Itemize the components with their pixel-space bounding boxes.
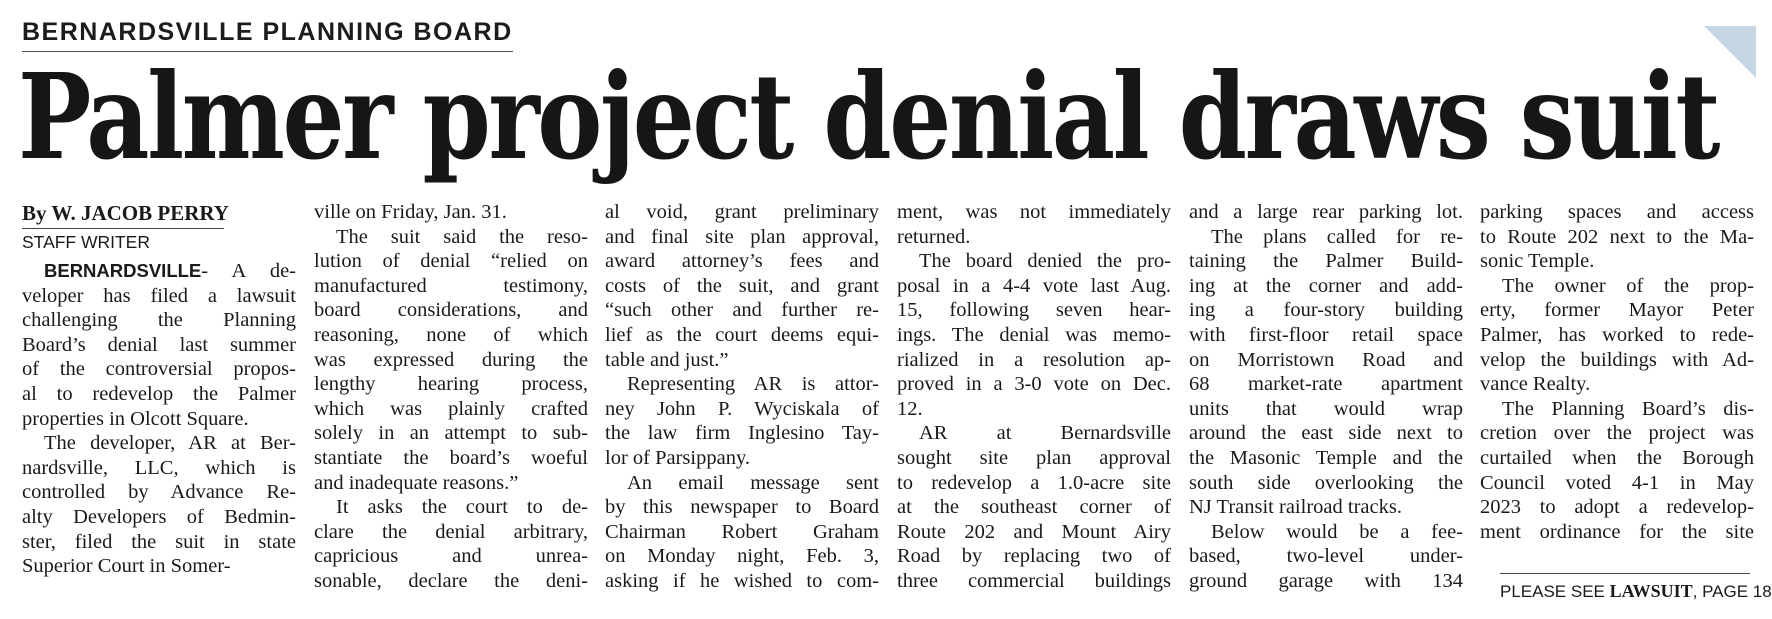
article-line: The plans called for re-	[1211, 225, 1463, 248]
article-line: and inadequate reasons.”	[314, 471, 519, 494]
article-line: al to redevelop the Palmer	[22, 382, 296, 405]
article-line: nardsville, LLC, which is	[22, 456, 296, 479]
article-line: Route 202 and Mount Airy	[897, 520, 1171, 543]
article-line: at the southeast corner of	[897, 496, 1171, 519]
article-line: The developer, AR at Ber-	[44, 432, 296, 455]
article-line: Representing AR is attor-	[627, 373, 879, 396]
article-line: and a large rear parking lot.	[1189, 201, 1463, 223]
article-line: The suit said the reso-	[336, 225, 588, 248]
article-line: veloper has filed a lawsuit	[22, 284, 296, 307]
article-line: 15, following seven hear-	[897, 299, 1171, 322]
article-line: ing a four-story building	[1189, 299, 1463, 322]
article-line: ground garage with 134	[1189, 569, 1463, 592]
article-line: based, two-level under-	[1189, 545, 1463, 568]
article-line: Chairman Robert Graham	[605, 520, 879, 543]
article-line: ing at the corner and add-	[1189, 274, 1463, 297]
article-line: erty, former Mayor Peter	[1480, 299, 1754, 322]
article-line: 2023 to adopt a redevelop-	[1480, 496, 1754, 519]
article-line: stantiate the board’s woeful	[314, 446, 588, 469]
article-line: of the controversial propos-	[22, 358, 296, 381]
article-line: challenging the Planning	[22, 309, 296, 332]
article-line: AR at Bernardsville	[919, 422, 1171, 445]
article-line: the Masonic Temple and the	[1189, 446, 1463, 469]
article-line: The board denied the pro-	[919, 250, 1171, 273]
article-line: lution of denial “relied on	[314, 250, 588, 273]
article-line	[22, 259, 296, 284]
article-line: asking if he wished to com-	[605, 569, 879, 592]
headline: Palmer project denial draws suit	[18, 47, 1718, 186]
jump-suffix: , PAGE 18	[1692, 582, 1772, 601]
article-line: reasoning, none of which	[314, 323, 588, 346]
article-line: units that would wrap	[1189, 397, 1463, 420]
article-line: vance Realty.	[1480, 373, 1591, 396]
article-line: sonic Temple.	[1480, 250, 1595, 273]
article-line: costs of the suit, and grant	[605, 274, 879, 297]
article-line: which was plainly crafted	[314, 397, 588, 420]
article-line: parking spaces and access	[1480, 201, 1754, 223]
article-line: An email message sent	[627, 471, 879, 494]
article-line: alty Developers of Bedmin-	[22, 505, 296, 528]
article-line: solely in an attempt to sub-	[314, 422, 588, 445]
article-line: ster, filed the suit in state	[22, 530, 296, 553]
article-line: rialized in a resolution ap-	[897, 348, 1171, 371]
article-line: “such other and further re-	[605, 299, 879, 322]
article-line: proved in a 3-0 vote on Dec.	[897, 373, 1171, 396]
article-line: capricious and unrea-	[314, 545, 588, 568]
article-line: Road by replacing two of	[897, 545, 1171, 568]
article-line: sought site plan approval	[897, 446, 1171, 469]
article-line: and final site plan approval,	[605, 225, 879, 248]
article-line: with first-floor retail space	[1189, 323, 1463, 346]
article-line: to redevelop a 1.0-acre site	[897, 471, 1171, 494]
article-line: posal in a 4-4 vote last Aug.	[897, 274, 1171, 297]
article-line: Board’s denial last summer	[22, 333, 296, 356]
article-line: board considerations, and	[314, 299, 588, 322]
article-line: clare the denial arbitrary,	[314, 520, 588, 543]
article-column-2	[314, 200, 588, 594]
jump-prefix: PLEASE SEE	[1500, 582, 1610, 601]
article-line: returned.	[897, 225, 971, 248]
article-line: south side overlooking the	[1189, 471, 1463, 494]
jump-keyword: LAWSUIT	[1609, 581, 1693, 601]
article-line: around the east side next to	[1189, 422, 1463, 445]
article-line: ney John P. Wyciskala of	[605, 397, 879, 420]
article-line: by this newspaper to Board	[605, 496, 879, 519]
article-line: on Monday night, Feb. 3,	[605, 545, 879, 568]
article-line: ville on Friday, Jan. 31.	[314, 201, 507, 223]
article-line: the law firm Inglesino Tay-	[605, 422, 879, 445]
dateline: BERNARDSVILLE	[44, 260, 202, 281]
article-line: Below would be a fee-	[1211, 520, 1463, 543]
article-line: velop the buildings with Ad-	[1480, 348, 1754, 371]
article-line: NJ Transit railroad tracks.	[1189, 496, 1402, 519]
article-line: ment, was not immediately	[897, 201, 1171, 223]
article-column-5	[1189, 200, 1463, 594]
article-line: Superior Court in Somer-	[22, 555, 231, 578]
article-line: cretion over the project was	[1480, 422, 1754, 445]
article-column-4	[897, 200, 1171, 594]
article-line: Palmer, has worked to rede-	[1480, 323, 1754, 346]
article-line: It asks the court to de-	[336, 496, 588, 519]
byline-title: STAFF WRITER	[22, 232, 150, 252]
article-line: controlled by Advance Re-	[22, 481, 296, 504]
jump-line	[1500, 573, 1772, 602]
article-line: The Planning Board’s dis-	[1502, 397, 1754, 420]
article-line: 68 market-rate apartment	[1189, 373, 1463, 396]
article-column-3	[605, 200, 879, 594]
article-line: The owner of the prop-	[1502, 274, 1754, 297]
article-line: taining the Palmer Build-	[1189, 250, 1463, 273]
article-line: sonable, declare the deni-	[314, 569, 588, 592]
article-column-1	[22, 200, 296, 579]
article-line: curtailed when the Borough	[1480, 446, 1754, 469]
article-line: 12.	[897, 397, 923, 420]
article-line: lengthy hearing process,	[314, 373, 588, 396]
article-line: ings. The denial was memo-	[897, 323, 1171, 346]
article-line: properties in Olcott Square.	[22, 407, 249, 430]
article-line: lief as the court deems equi-	[605, 323, 879, 346]
byline: By W. JACOB PERRY	[22, 200, 224, 229]
article-line: to Route 202 next to the Ma-	[1480, 225, 1754, 248]
article-line: manufactured testimony,	[314, 274, 588, 297]
article-line: ment ordinance for the site	[1480, 520, 1754, 543]
article-line: three commercial buildings	[897, 569, 1171, 592]
article-column-6	[1480, 200, 1754, 544]
article-line: table and just.”	[605, 348, 729, 371]
section-kicker: BERNARDSVILLE PLANNING BOARD	[22, 18, 513, 52]
article-line: al void, grant preliminary	[605, 201, 879, 223]
article-line: on Morristown Road and	[1189, 348, 1463, 371]
article-line: was expressed during the	[314, 348, 588, 371]
article-line: Council voted 4-1 in May	[1480, 471, 1754, 494]
article-text: - A de-	[201, 260, 296, 282]
article-line: award attorney’s fees and	[605, 250, 879, 273]
article-line: lor of Parsippany.	[605, 446, 750, 469]
